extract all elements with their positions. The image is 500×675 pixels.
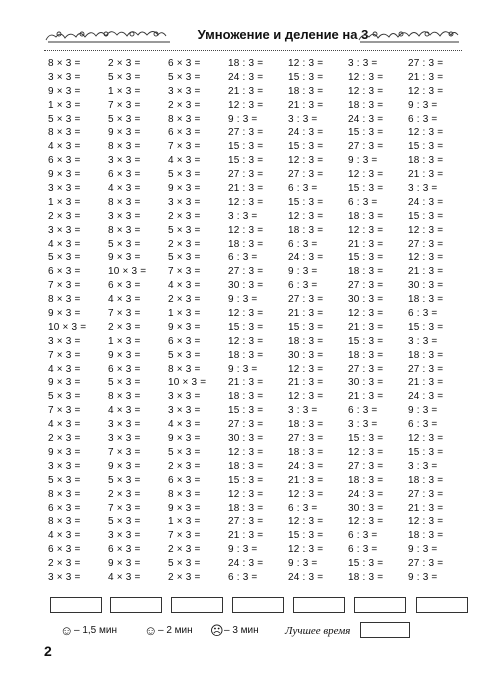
exercise-cell: 3 × 3 = <box>108 433 141 445</box>
exercise-cell: 8 × 3 = <box>108 196 141 208</box>
exercise-cell: 15 : 3 = <box>228 405 264 417</box>
exercise-cell: 1 × 3 = <box>108 335 141 347</box>
exercise-cell: 27 : 3 = <box>348 141 384 153</box>
exercise-cell: 1 × 3 = <box>168 516 201 528</box>
exercise-cell: 21 : 3 = <box>228 85 264 97</box>
exercise-cell: 7 × 3 = <box>168 266 201 278</box>
exercise-cell: 9 × 3 = <box>48 377 81 389</box>
exercise-cell: 27 : 3 = <box>228 127 264 139</box>
exercise-cell: 21 : 3 = <box>288 377 324 389</box>
exercise-cell: 3 × 3 = <box>48 71 81 83</box>
exercise-cell: 9 : 3 = <box>228 544 258 556</box>
exercise-cell: 6 : 3 = <box>288 238 318 250</box>
exercise-cell: 12 : 3 = <box>228 196 264 208</box>
exercise-cell: 12 : 3 = <box>228 335 264 347</box>
exercise-cell: 3 × 3 = <box>168 196 201 208</box>
exercise-cell: 30 : 3 = <box>228 433 264 445</box>
exercise-cell: 12 : 3 = <box>228 99 264 111</box>
exercise-cell: 15 : 3 = <box>228 321 264 333</box>
exercise-cell: 18 : 3 = <box>228 238 264 250</box>
exercise-cell: 9 : 3 = <box>408 405 438 417</box>
exercise-cell: 18 : 3 = <box>348 99 384 111</box>
exercise-cell: 24 : 3 = <box>408 196 444 208</box>
exercise-cell: 6 × 3 = <box>48 155 81 167</box>
exercise-cell: 12 : 3 = <box>408 252 444 264</box>
exercise-cell: 27 : 3 = <box>408 363 444 375</box>
exercise-cell: 12 : 3 = <box>408 85 444 97</box>
exercise-cell: 4 × 3 = <box>108 294 141 306</box>
exercise-cell: 27 : 3 = <box>348 363 384 375</box>
exercise-cell: 6 × 3 = <box>168 335 201 347</box>
exercise-cell: 9 × 3 = <box>108 127 141 139</box>
exercise-cell: 21 : 3 = <box>408 266 444 278</box>
exercise-cell: 7 × 3 = <box>108 308 141 320</box>
exercise-cell: 21 : 3 = <box>288 474 324 486</box>
exercise-cell: 18 : 3 = <box>288 419 324 431</box>
exercise-cell: 3 × 3 = <box>48 183 81 195</box>
exercise-cell: 27 : 3 = <box>348 460 384 472</box>
exercise-cell: 5 × 3 = <box>108 71 141 83</box>
exercise-cell: 4 × 3 = <box>48 419 81 431</box>
exercise-cell: 9 : 3 = <box>408 99 438 111</box>
time-box-6[interactable] <box>354 597 406 613</box>
exercise-cell: 3 × 3 = <box>168 405 201 417</box>
exercise-cell: 24 : 3 = <box>288 571 324 583</box>
exercise-cell: 8 × 3 = <box>108 141 141 153</box>
exercise-cell: 5 × 3 = <box>168 252 201 264</box>
exercise-cell: 6 : 3 = <box>348 530 378 542</box>
exercise-cell: 9 × 3 = <box>108 252 141 264</box>
exercise-cell: 8 × 3 = <box>168 488 201 500</box>
exercise-cell: 21 : 3 = <box>348 321 384 333</box>
exercise-cell: 7 × 3 = <box>168 141 201 153</box>
exercise-cell: 12 : 3 = <box>408 516 444 528</box>
exercise-cell: 15 : 3 = <box>288 530 324 542</box>
exercise-cell: 9 × 3 = <box>48 446 81 458</box>
exercise-cell: 21 : 3 = <box>228 377 264 389</box>
exercise-cell: 24 : 3 = <box>288 252 324 264</box>
exercise-cell: 5 × 3 = <box>108 474 141 486</box>
exercise-cell: 21 : 3 = <box>228 183 264 195</box>
exercise-cell: 5 × 3 = <box>48 474 81 486</box>
exercise-cell: 2 × 3 = <box>168 238 201 250</box>
exercise-cell: 2 × 3 = <box>108 488 141 500</box>
exercise-cell: 3 : 3 = <box>348 419 378 431</box>
exercise-cell: 3 : 3 = <box>228 210 258 222</box>
exercise-cell: 8 × 3 = <box>48 294 81 306</box>
exercise-cell: 21 : 3 = <box>348 238 384 250</box>
exercise-cell: 21 : 3 = <box>288 99 324 111</box>
exercise-cell: 6 × 3 = <box>48 544 81 556</box>
exercise-cell: 12 : 3 = <box>408 433 444 445</box>
exercise-cell: 5 × 3 = <box>108 377 141 389</box>
exercise-cell: 8 × 3 = <box>108 391 141 403</box>
exercise-cell: 9 : 3 = <box>228 294 258 306</box>
exercise-cell: 3 × 3 = <box>168 85 201 97</box>
exercise-cell: 6 : 3 = <box>348 544 378 556</box>
exercise-cell: 15 : 3 = <box>288 71 324 83</box>
exercise-cell: 5 × 3 = <box>168 446 201 458</box>
exercise-cell: 15 : 3 = <box>408 321 444 333</box>
legend-medium: – 2 мин <box>158 625 193 636</box>
exercise-cell: 21 : 3 = <box>228 530 264 542</box>
exercise-cell: 21 : 3 = <box>408 502 444 514</box>
exercise-cell: 21 : 3 = <box>288 308 324 320</box>
exercise-cell: 6 × 3 = <box>168 127 201 139</box>
exercise-cell: 18 : 3 = <box>348 210 384 222</box>
exercise-cell: 15 : 3 = <box>348 433 384 445</box>
exercise-cell: 24 : 3 = <box>228 71 264 83</box>
exercise-cell: 9 × 3 = <box>168 183 201 195</box>
exercise-cell: 6 : 3 = <box>348 405 378 417</box>
exercise-cell: 18 : 3 = <box>348 266 384 278</box>
exercise-cell: 5 × 3 = <box>168 224 201 236</box>
exercise-cell: 2 × 3 = <box>168 210 201 222</box>
exercise-cell: 6 : 3 = <box>408 113 438 125</box>
exercise-cell: 15 : 3 = <box>408 446 444 458</box>
exercise-cell: 9 × 3 = <box>168 502 201 514</box>
exercise-cell: 4 × 3 = <box>108 405 141 417</box>
exercise-cell: 12 : 3 = <box>288 363 324 375</box>
exercise-cell: 3 : 3 = <box>348 58 378 69</box>
exercise-cell: 3 × 3 = <box>108 210 141 222</box>
exercise-cell: 9 × 3 = <box>108 558 141 570</box>
exercise-cell: 12 : 3 = <box>228 488 264 500</box>
exercise-cell: 18 : 3 = <box>288 224 324 236</box>
exercise-cell: 30 : 3 = <box>408 280 444 292</box>
exercise-cell: 3 : 3 = <box>288 405 318 417</box>
exercise-cell: 6 × 3 = <box>108 169 141 181</box>
exercise-cell: 6 × 3 = <box>168 58 201 69</box>
exercise-cell: 1 × 3 = <box>48 99 81 111</box>
exercise-cell: 3 × 3 = <box>48 335 81 347</box>
exercise-cell: 6 × 3 = <box>168 474 201 486</box>
best-time-box[interactable] <box>360 622 410 638</box>
exercise-cell: 3 × 3 = <box>48 224 81 236</box>
exercise-cell: 27 : 3 = <box>228 419 264 431</box>
exercise-cell: 6 : 3 = <box>288 183 318 195</box>
exercise-cell: 27 : 3 = <box>288 294 324 306</box>
exercise-cell: 6 : 3 = <box>408 308 438 320</box>
exercise-cell: 15 : 3 = <box>348 558 384 570</box>
exercise-cell: 2 × 3 = <box>48 210 81 222</box>
exercise-cell: 15 : 3 = <box>228 474 264 486</box>
exercise-cell: 10 × 3 = <box>108 266 147 278</box>
exercise-cell: 15 : 3 = <box>288 321 324 333</box>
exercise-cell: 9 : 3 = <box>228 113 258 125</box>
exercise-cell: 12 : 3 = <box>348 169 384 181</box>
exercise-cell: 6 × 3 = <box>48 502 81 514</box>
exercise-cell: 9 × 3 = <box>108 460 141 472</box>
exercise-cell: 30 : 3 = <box>228 280 264 292</box>
exercise-cell: 12 : 3 = <box>348 516 384 528</box>
exercise-cell: 6 : 3 = <box>348 196 378 208</box>
header <box>44 24 462 48</box>
exercise-cell: 24 : 3 = <box>288 127 324 139</box>
exercise-cell: 12 : 3 = <box>288 210 324 222</box>
exercise-cell: 18 : 3 = <box>408 530 444 542</box>
exercise-cell: 27 : 3 = <box>228 169 264 181</box>
exercise-cell: 15 : 3 = <box>348 252 384 264</box>
exercise-cell: 12 : 3 = <box>288 544 324 556</box>
time-box-1[interactable] <box>50 597 102 613</box>
time-box-7[interactable] <box>416 597 468 613</box>
exercise-cell: 18 : 3 = <box>348 474 384 486</box>
exercise-cell: 5 × 3 = <box>48 113 81 125</box>
exercise-cell: 6 × 3 = <box>108 544 141 556</box>
exercise-cell: 4 × 3 = <box>48 530 81 542</box>
exercise-cell: 8 × 3 = <box>168 113 201 125</box>
exercise-cell: 2 × 3 = <box>168 571 201 583</box>
exercise-cell: 3 : 3 = <box>408 460 438 472</box>
exercise-cell: 15 : 3 = <box>228 155 264 167</box>
exercise-cell: 9 : 3 = <box>228 363 258 375</box>
exercise-cell: 9 × 3 = <box>168 433 201 445</box>
exercise-cell: 12 : 3 = <box>288 391 324 403</box>
exercise-cell: 6 : 3 = <box>228 571 258 583</box>
exercise-cell: 9 : 3 = <box>348 155 378 167</box>
exercise-cell: 9 × 3 = <box>48 169 81 181</box>
sad-face-icon: ☹ <box>210 623 224 638</box>
page-title: Умножение и деление на 3 <box>197 27 369 42</box>
exercise-cell: 27 : 3 = <box>288 433 324 445</box>
exercise-cell: 6 : 3 = <box>228 252 258 264</box>
exercise-cell: 2 × 3 = <box>168 544 201 556</box>
exercise-cell: 5 × 3 = <box>108 238 141 250</box>
exercise-cell: 24 : 3 = <box>408 391 444 403</box>
exercise-cell: 5 × 3 = <box>168 71 201 83</box>
exercise-cell: 12 : 3 = <box>288 488 324 500</box>
exercise-cell: 30 : 3 = <box>348 294 384 306</box>
time-box-3[interactable] <box>171 597 223 613</box>
exercise-cell: 18 : 3 = <box>288 85 324 97</box>
exercise-cell: 3 : 3 = <box>288 113 318 125</box>
exercise-cell: 3 : 3 = <box>408 183 438 195</box>
exercise-cell: 12 : 3 = <box>228 446 264 458</box>
exercise-cell: 12 : 3 = <box>408 224 444 236</box>
exercise-cell: 21 : 3 = <box>408 169 444 181</box>
exercise-cell: 6 × 3 = <box>48 266 81 278</box>
exercise-cell: 5 × 3 = <box>168 558 201 570</box>
exercise-cell: 6 : 3 = <box>288 502 318 514</box>
exercise-cell: 4 × 3 = <box>108 571 141 583</box>
time-box-5[interactable] <box>293 597 345 613</box>
exercise-cell: 18 : 3 = <box>348 571 384 583</box>
exercise-cell: 4 × 3 = <box>48 363 81 375</box>
exercise-cell: 2 × 3 = <box>168 294 201 306</box>
legend-fast: – 1,5 мин <box>74 625 118 636</box>
exercise-cell: 9 : 3 = <box>288 266 318 278</box>
exercise-cell: 12 : 3 = <box>348 85 384 97</box>
exercise-cell: 8 × 3 = <box>48 58 81 69</box>
exercise-cell: 30 : 3 = <box>348 502 384 514</box>
time-box-2[interactable] <box>110 597 162 613</box>
exercise-cell: 30 : 3 = <box>288 349 324 361</box>
exercise-cell: 1 × 3 = <box>108 85 141 97</box>
neutral-face-icon: ☺ <box>144 623 158 638</box>
exercise-cell: 15 : 3 = <box>288 141 324 153</box>
exercise-cell: 12 : 3 = <box>288 516 324 528</box>
exercise-cell: 4 × 3 = <box>168 280 201 292</box>
exercise-cell: 18 : 3 = <box>228 391 264 403</box>
exercise-cell: 18 : 3 = <box>348 349 384 361</box>
exercise-cell: 8 × 3 = <box>48 127 81 139</box>
exercise-cell: 27 : 3 = <box>408 238 444 250</box>
exercise-cell: 5 × 3 = <box>168 349 201 361</box>
exercise-cell: 5 × 3 = <box>48 391 81 403</box>
exercise-cell: 7 × 3 = <box>168 530 201 542</box>
exercise-cell: 21 : 3 = <box>348 391 384 403</box>
exercise-cell: 10 × 3 = <box>48 321 87 333</box>
exercise-cell: 27 : 3 = <box>288 169 324 181</box>
legend-slow: – 3 мин <box>224 625 259 636</box>
best-time-label: Лучшее время <box>285 625 351 637</box>
exercise-cell: 6 × 3 = <box>108 280 141 292</box>
exercise-cell: 8 × 3 = <box>108 224 141 236</box>
exercise-cell: 2 × 3 = <box>108 321 141 333</box>
right-animal-border-icon <box>357 28 462 44</box>
exercise-cell: 24 : 3 = <box>228 558 264 570</box>
exercise-cell: 3 × 3 = <box>108 419 141 431</box>
exercise-cell: 4 × 3 = <box>168 419 201 431</box>
exercise-cell: 27 : 3 = <box>228 516 264 528</box>
exercise-cell: 2 × 3 = <box>48 558 81 570</box>
exercise-cell: 21 : 3 = <box>408 71 444 83</box>
exercise-cell: 7 × 3 = <box>108 502 141 514</box>
exercise-cell: 5 × 3 = <box>108 113 141 125</box>
exercise-cell: 9 : 3 = <box>408 544 438 556</box>
exercise-cell: 1 × 3 = <box>168 308 201 320</box>
exercise-cell: 12 : 3 = <box>288 58 324 69</box>
exercise-cell: 7 × 3 = <box>108 446 141 458</box>
exercise-cell: 12 : 3 = <box>288 155 324 167</box>
exercise-cell: 2 × 3 = <box>168 460 201 472</box>
exercise-cell: 10 × 3 = <box>168 377 207 389</box>
exercise-cell: 15 : 3 = <box>288 196 324 208</box>
exercise-cell: 7 × 3 = <box>48 405 81 417</box>
exercise-cell: 1 × 3 = <box>48 196 81 208</box>
exercise-cell: 15 : 3 = <box>408 141 444 153</box>
exercise-cell: 2 × 3 = <box>48 433 81 445</box>
exercise-cell: 5 × 3 = <box>108 516 141 528</box>
exercise-cell: 24 : 3 = <box>348 488 384 500</box>
exercise-cell: 12 : 3 = <box>228 308 264 320</box>
exercise-cell: 21 : 3 = <box>408 377 444 389</box>
exercise-cell: 4 × 3 = <box>108 183 141 195</box>
exercise-cell: 15 : 3 = <box>228 141 264 153</box>
exercise-cell: 27 : 3 = <box>348 280 384 292</box>
exercise-cell: 15 : 3 = <box>348 127 384 139</box>
exercise-cell: 24 : 3 = <box>288 460 324 472</box>
exercise-cell: 4 × 3 = <box>168 155 201 167</box>
exercise-cell: 18 : 3 = <box>408 349 444 361</box>
time-answer-boxes <box>50 597 460 615</box>
exercise-cell: 4 × 3 = <box>48 238 81 250</box>
exercise-cell: 3 × 3 = <box>168 391 201 403</box>
exercise-cell: 24 : 3 = <box>348 113 384 125</box>
exercise-cell: 12 : 3 = <box>408 127 444 139</box>
exercise-cell: 6 × 3 = <box>108 363 141 375</box>
page-number: 2 <box>44 643 52 659</box>
exercise-cell: 18 : 3 = <box>408 474 444 486</box>
exercise-cell: 3 × 3 = <box>108 155 141 167</box>
exercise-cell: 18 : 3 = <box>228 502 264 514</box>
exercise-cell: 9 × 3 = <box>108 349 141 361</box>
exercise-cell: 12 : 3 = <box>348 224 384 236</box>
exercise-cell: 18 : 3 = <box>228 460 264 472</box>
smile-face-icon: ☺ <box>60 623 74 638</box>
exercise-cell: 2 × 3 = <box>168 99 201 111</box>
exercise-cell: 3 × 3 = <box>48 571 81 583</box>
exercise-cell: 9 × 3 = <box>48 308 81 320</box>
exercise-cell: 3 × 3 = <box>48 460 81 472</box>
exercise-cell: 2 × 3 = <box>108 58 141 69</box>
exercise-cell: 4 × 3 = <box>48 141 81 153</box>
exercise-cell: 27 : 3 = <box>408 488 444 500</box>
exercise-cell: 6 : 3 = <box>288 280 318 292</box>
exercise-cell: 18 : 3 = <box>408 294 444 306</box>
exercise-cell: 15 : 3 = <box>408 210 444 222</box>
exercise-grid <box>48 57 468 591</box>
exercise-cell: 27 : 3 = <box>228 266 264 278</box>
exercise-cell: 3 : 3 = <box>408 335 438 347</box>
left-animal-border-icon <box>44 28 174 44</box>
exercise-cell: 5 × 3 = <box>48 252 81 264</box>
exercise-cell: 27 : 3 = <box>408 58 444 69</box>
exercise-cell: 9 × 3 = <box>48 85 81 97</box>
exercise-cell: 12 : 3 = <box>348 446 384 458</box>
exercise-cell: 15 : 3 = <box>348 335 384 347</box>
exercise-cell: 18 : 3 = <box>228 58 264 69</box>
exercise-cell: 18 : 3 = <box>288 335 324 347</box>
exercise-cell: 12 : 3 = <box>348 71 384 83</box>
time-box-4[interactable] <box>232 597 284 613</box>
exercise-cell: 18 : 3 = <box>408 155 444 167</box>
dotted-divider <box>44 50 462 51</box>
exercise-cell: 27 : 3 = <box>408 558 444 570</box>
exercise-cell: 3 × 3 = <box>108 530 141 542</box>
exercise-cell: 12 : 3 = <box>228 224 264 236</box>
exercise-cell: 6 : 3 = <box>408 419 438 431</box>
exercise-cell: 9 : 3 = <box>288 558 318 570</box>
exercise-cell: 8 × 3 = <box>48 488 81 500</box>
exercise-cell: 7 × 3 = <box>48 280 81 292</box>
exercise-cell: 9 : 3 = <box>408 571 438 583</box>
exercise-cell: 8 × 3 = <box>48 516 81 528</box>
exercise-cell: 7 × 3 = <box>48 349 81 361</box>
exercise-cell: 9 × 3 = <box>168 321 201 333</box>
exercise-cell: 8 × 3 = <box>168 363 201 375</box>
exercise-cell: 15 : 3 = <box>348 183 384 195</box>
exercise-cell: 7 × 3 = <box>108 99 141 111</box>
exercise-cell: 5 × 3 = <box>168 169 201 181</box>
exercise-cell: 30 : 3 = <box>348 377 384 389</box>
exercise-cell: 18 : 3 = <box>288 446 324 458</box>
exercise-cell: 18 : 3 = <box>228 349 264 361</box>
exercise-cell: 12 : 3 = <box>348 308 384 320</box>
